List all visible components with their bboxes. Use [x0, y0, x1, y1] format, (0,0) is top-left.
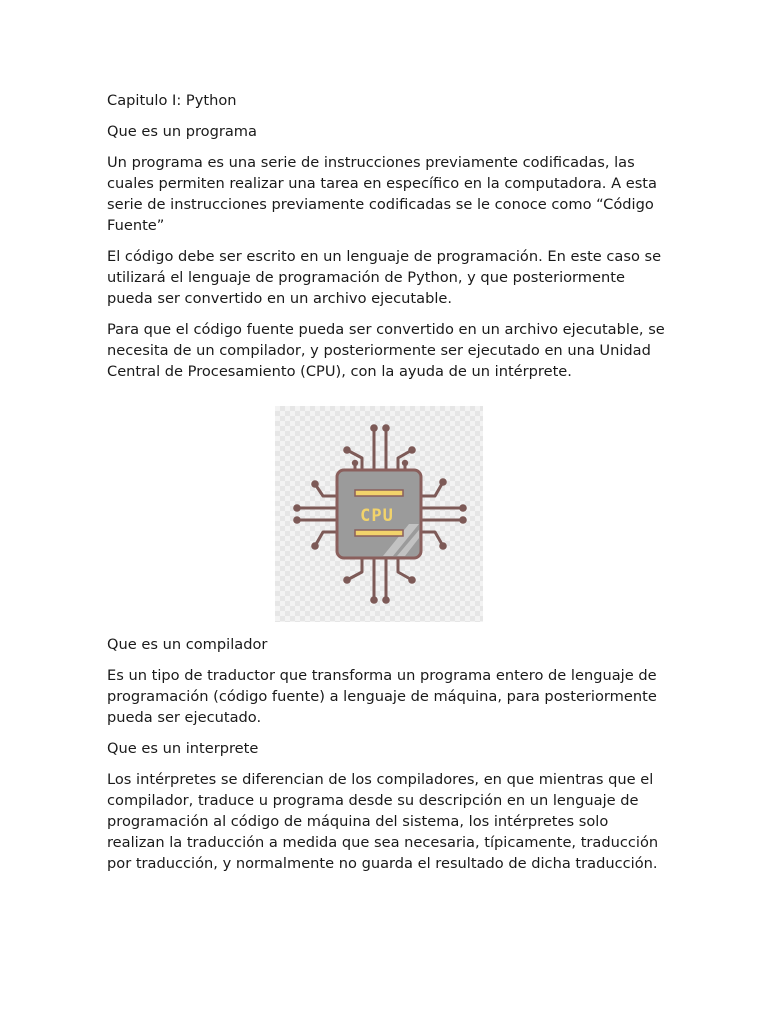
- cpu-figure: [275, 406, 483, 622]
- section-heading-compilador: Que es un compilador: [107, 636, 268, 653]
- paragraph-interprete-definition: Los intérpretes se diferencian de los compiladores, en que mientras que el compilador, traduce u programa desde su descripción en un lenguaje de programación al código de máquina del sistema, los intérpretes solo realizan la traducción a medida que sea necesaria, típicamente, traducción por traducción, y normalmente no guarda el resultado de dicha traducción.: [107, 771, 659, 872]
- section-heading-interprete: Que es un interprete: [107, 740, 259, 757]
- paragraph-programa-definition: Un programa es una serie de instrucciones previamente codificadas, las cuales permiten realizar una tarea en específico en la computadora. A esta serie de instrucciones previamente codificadas se le conoce como “Código Fuente”: [107, 154, 657, 234]
- document-body: [107, 90, 667, 884]
- paragraph-compilador-cpu: Para que el código fuente pueda ser convertido en un archivo ejecutable, se necesita de un compilador, y posteriormente ser ejecutado en una Unidad Central de Procesamiento (CPU), con la ayuda de un intérprete.: [107, 321, 665, 380]
- paragraph-codigo-lenguaje: El código debe ser escrito en un lenguaje de programación. En este caso se utilizará el lenguaje de programación de Python, y que posteriormente pueda ser convertido en un archivo ejecutable.: [107, 248, 662, 307]
- paragraph-compilador-definition: Es un tipo de traductor que transforma un programa entero de lenguaje de programación (código fuente) a lenguaje de máquina, para posteriormente pueda ser ejecutado.: [107, 667, 657, 726]
- cpu-label: CPU: [360, 506, 394, 526]
- chapter-title: Capitulo I: Python: [107, 92, 237, 109]
- cpu-chip-icon: [275, 406, 483, 622]
- section-heading-programa: Que es un programa: [107, 123, 257, 140]
